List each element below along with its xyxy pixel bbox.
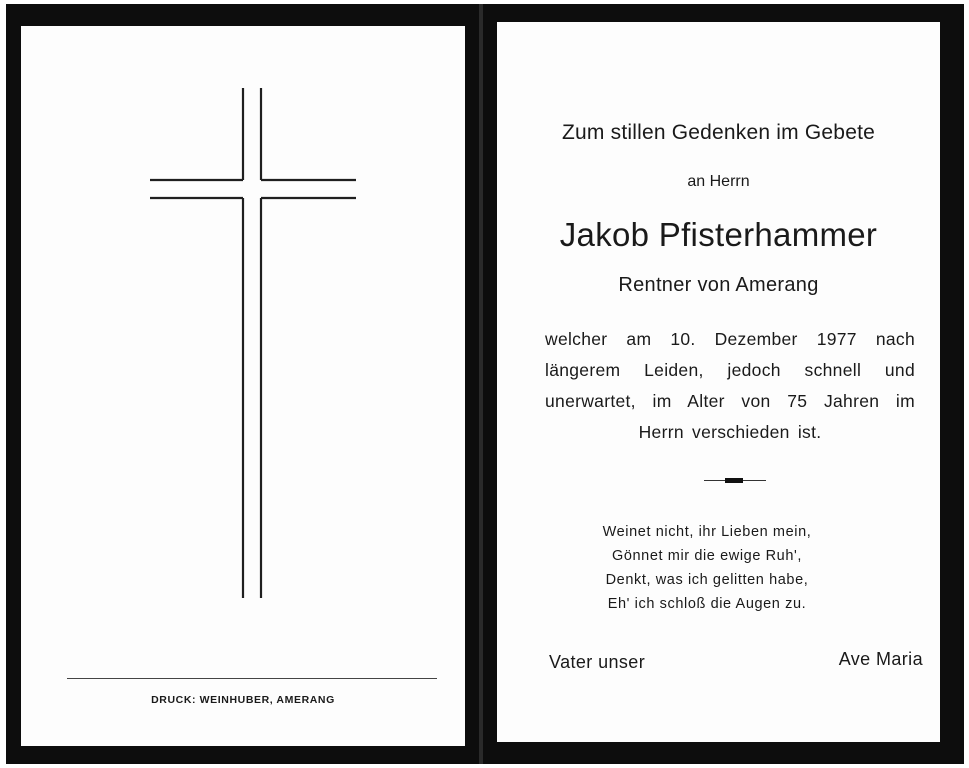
card-fold (479, 4, 483, 764)
verse-line: Weinet nicht, ihr Lieben mein, (602, 524, 812, 540)
left-panel (21, 26, 465, 746)
prayer-vater-unser: Vater unser (549, 652, 646, 672)
prayer-ave-maria: Ave Maria (838, 649, 923, 669)
death-notice-text: welcher am 10. Dezember 1977 nach längerem Leiden, jedoch schnell und unerwartet, im Alter von 75 Jahren im Herrn verschieden ist. (545, 329, 915, 442)
right-panel (497, 22, 940, 742)
deceased-name: Jakob Pfisterhammer (559, 216, 878, 253)
printer-rule (67, 678, 437, 679)
cross-icon (21, 26, 465, 626)
printer-credit: DRUCK: WEINHUBER, AMERANG (151, 694, 335, 706)
verse (557, 520, 857, 616)
verse-line: Gönnet mir die ewige Ruh', (611, 548, 803, 564)
verse-line: Denkt, was ich gelitten habe, (605, 572, 809, 588)
verse-line: Eh' ich schloß die Augen zu. (607, 596, 807, 612)
memorial-heading: Zum stillen Gedenken im Gebete (562, 121, 875, 144)
divider-ornament (725, 478, 743, 483)
memorial-card (6, 4, 964, 764)
occupation: Rentner von Amerang (618, 274, 819, 296)
salutation: an Herrn (687, 173, 750, 190)
